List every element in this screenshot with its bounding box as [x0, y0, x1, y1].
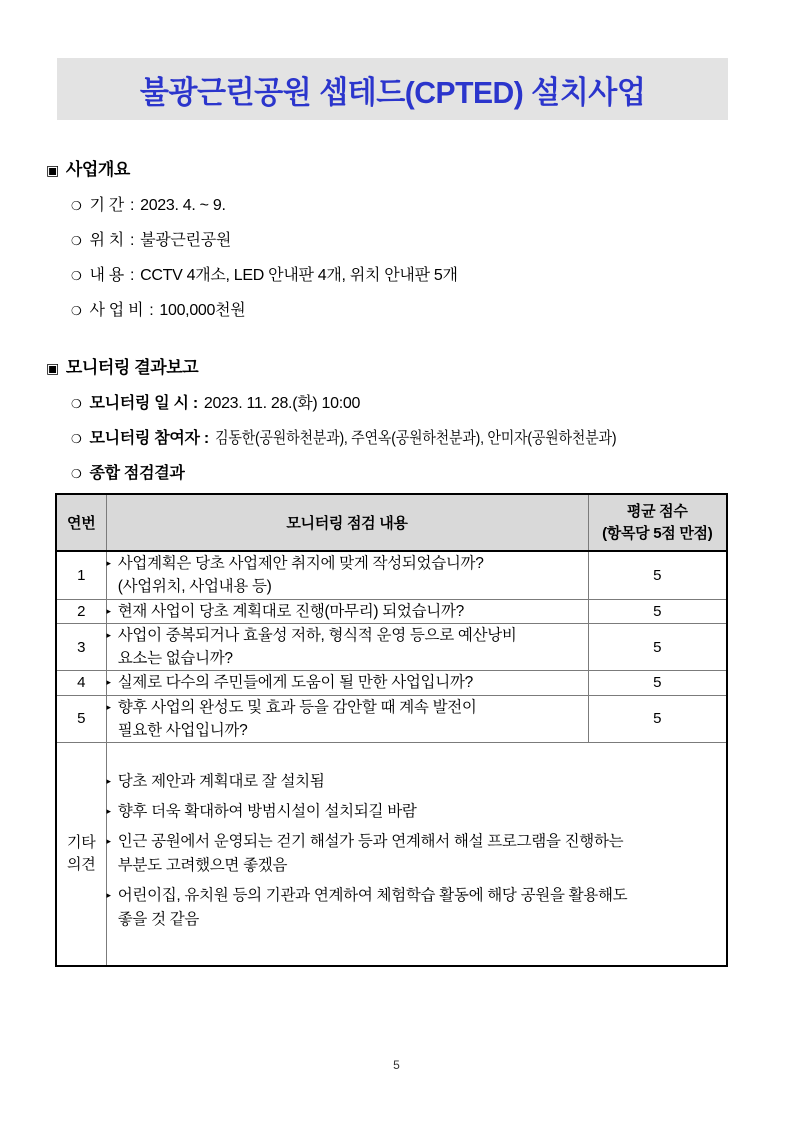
monitoring-item-datetime-value: 2023. 11. 28.(화) 10:00	[203, 395, 361, 412]
monitoring-item-datetime-label: 모니터링 일 시 :	[89, 395, 198, 412]
etc-opinion-item	[107, 884, 727, 932]
row-score: 5	[588, 623, 727, 671]
etc-opinion-line: 부분도 고려했으면 좋겠음	[117, 857, 288, 874]
row-score: 5	[588, 671, 727, 695]
etc-opinion-line: 향후 더욱 확대하여 방범시설이 설치되길 바람	[117, 802, 417, 820]
row-item-line: 실제로 다수의 주민들에게 도움이 될 만한 사업입니까?	[117, 674, 473, 692]
row-item-line: 요소는 없습니까?	[117, 650, 233, 667]
circle-bullet-icon: ❍	[71, 397, 82, 411]
table-header-item: 모니터링 점검 내용	[106, 494, 588, 551]
monitoring-results-table	[55, 493, 728, 967]
etc-opinion-line: 어린이집, 유치원 등의 기관과 연계하여 체험학습 활동에 해당 공원을 활용해도	[117, 887, 628, 905]
monitoring-results-table-wrapper	[55, 493, 728, 967]
row-item-line: 사업이 중복되거나 효율성 저하, 형식적 운영 등으로 예산낭비	[117, 626, 517, 644]
monitoring-item-summary-label: 종합 점검결과	[89, 465, 185, 482]
triangle-bullet-icon: ▸	[106, 677, 111, 688]
overview-item-location-separator: :	[129, 232, 135, 249]
row-item	[106, 551, 588, 599]
section-heading-monitoring	[46, 353, 671, 378]
page-title: 불광근린공원 셉테드(CPTED) 설치사업	[139, 74, 646, 110]
section-monitoring-report	[46, 353, 671, 483]
triangle-bullet-icon: ▸	[106, 890, 111, 901]
table-row	[56, 695, 727, 743]
etc-opinions-label-line1: 기타	[67, 833, 96, 851]
circle-bullet-icon: ❍	[71, 269, 82, 283]
circle-bullet-icon: ❍	[71, 199, 82, 213]
overview-item-content	[46, 262, 458, 285]
section-heading-overview-label: 사업개요	[65, 160, 130, 179]
row-no: 1	[56, 551, 106, 599]
overview-item-content-value: CCTV 4개소, LED 안내판 4개, 위치 안내판 5개	[140, 267, 458, 284]
overview-item-budget-label: 사 업 비	[89, 302, 144, 319]
etc-opinion-item	[107, 830, 727, 878]
row-item-line: 필요한 사업입니까?	[117, 721, 248, 739]
overview-item-period-separator: :	[129, 197, 135, 214]
monitoring-item-participants	[46, 425, 671, 448]
overview-item-location	[46, 227, 458, 250]
monitoring-item-participants-value: 김동한(공원하천분과), 주연옥(공원하천분과), 안미자(공원하천분과)	[214, 430, 617, 447]
row-item	[106, 623, 588, 671]
overview-item-content-separator: :	[129, 267, 135, 284]
table-row	[56, 623, 727, 671]
etc-opinions-label-line2: 의견	[67, 856, 96, 873]
triangle-bullet-icon: ▸	[106, 629, 111, 640]
triangle-bullet-icon: ▸	[106, 605, 111, 616]
etc-opinion-item	[107, 800, 727, 824]
overview-item-content-label: 내 용	[89, 267, 124, 284]
page-number: 5	[393, 1058, 400, 1072]
etc-opinions-label	[56, 743, 106, 967]
overview-item-period	[46, 192, 458, 215]
row-score: 5	[588, 599, 727, 623]
table-header-no: 연번	[56, 494, 106, 551]
row-item	[106, 695, 588, 743]
overview-item-location-value: 불광근린공원	[140, 232, 232, 249]
row-item-line: 향후 사업의 완성도 및 효과 등을 감안할 때 계속 발전이	[117, 698, 477, 716]
monitoring-item-summary	[46, 460, 671, 483]
overview-item-period-value: 2023. 4. ~ 9.	[140, 197, 226, 214]
section-project-overview	[46, 155, 458, 320]
etc-opinions-content	[106, 743, 727, 967]
triangle-bullet-icon: ▸	[106, 775, 111, 786]
row-item-line: (사업위치, 사업내용 등)	[117, 578, 272, 596]
row-score: 5	[588, 551, 727, 599]
table-row	[56, 671, 727, 695]
document-title-band	[57, 58, 728, 120]
etc-opinion-line: 당초 제안과 계획대로 잘 설치됨	[117, 772, 325, 790]
overview-item-budget	[46, 297, 458, 320]
table-row-etc-opinions	[56, 743, 727, 967]
square-bullet-icon: ▣	[46, 162, 59, 178]
overview-item-budget-separator: :	[149, 302, 154, 319]
row-item-line: 사업계획은 당초 사업제안 취지에 맞게 작성되었습니까?	[117, 555, 484, 572]
etc-opinion-line: 좋을 것 같음	[117, 911, 200, 929]
row-no: 4	[56, 671, 106, 695]
row-no: 5	[56, 695, 106, 743]
square-bullet-icon: ▣	[46, 360, 59, 376]
etc-opinion-line: 인근 공원에서 운영되는 걷기 해설가 등과 연계해서 해설 프로그램을 진행하는	[117, 832, 624, 850]
section-heading-monitoring-label: 모니터링 결과보고	[65, 358, 199, 377]
row-no: 2	[56, 599, 106, 623]
circle-bullet-icon: ❍	[71, 467, 82, 481]
monitoring-item-participants-label: 모니터링 참여자 :	[89, 430, 209, 447]
overview-item-location-label: 위 치	[89, 232, 124, 249]
triangle-bullet-icon: ▸	[106, 805, 111, 816]
overview-item-budget-value: 100,000천원	[159, 302, 246, 319]
table-header-row	[56, 494, 727, 551]
row-item	[106, 671, 588, 695]
circle-bullet-icon: ❍	[71, 234, 82, 248]
circle-bullet-icon: ❍	[71, 432, 82, 446]
monitoring-item-datetime	[46, 390, 671, 413]
row-item-line: 현재 사업이 당초 계획대로 진행(마무리) 되었습니까?	[117, 602, 464, 620]
row-score: 5	[588, 695, 727, 743]
triangle-bullet-icon: ▸	[106, 558, 111, 568]
overview-item-period-label: 기 간	[89, 197, 124, 214]
table-header-score	[588, 494, 727, 551]
triangle-bullet-icon: ▸	[106, 835, 111, 846]
circle-bullet-icon: ❍	[71, 304, 82, 318]
table-header-score-line1: 평균 점수	[626, 502, 688, 520]
row-item	[106, 599, 588, 623]
etc-opinion-item	[107, 770, 727, 794]
triangle-bullet-icon: ▸	[106, 701, 111, 712]
table-row	[56, 551, 727, 599]
section-heading-overview	[46, 155, 458, 180]
table-row	[56, 599, 727, 623]
row-no: 3	[56, 623, 106, 671]
table-header-score-line2: (항목당 5점 만점)	[602, 524, 713, 542]
